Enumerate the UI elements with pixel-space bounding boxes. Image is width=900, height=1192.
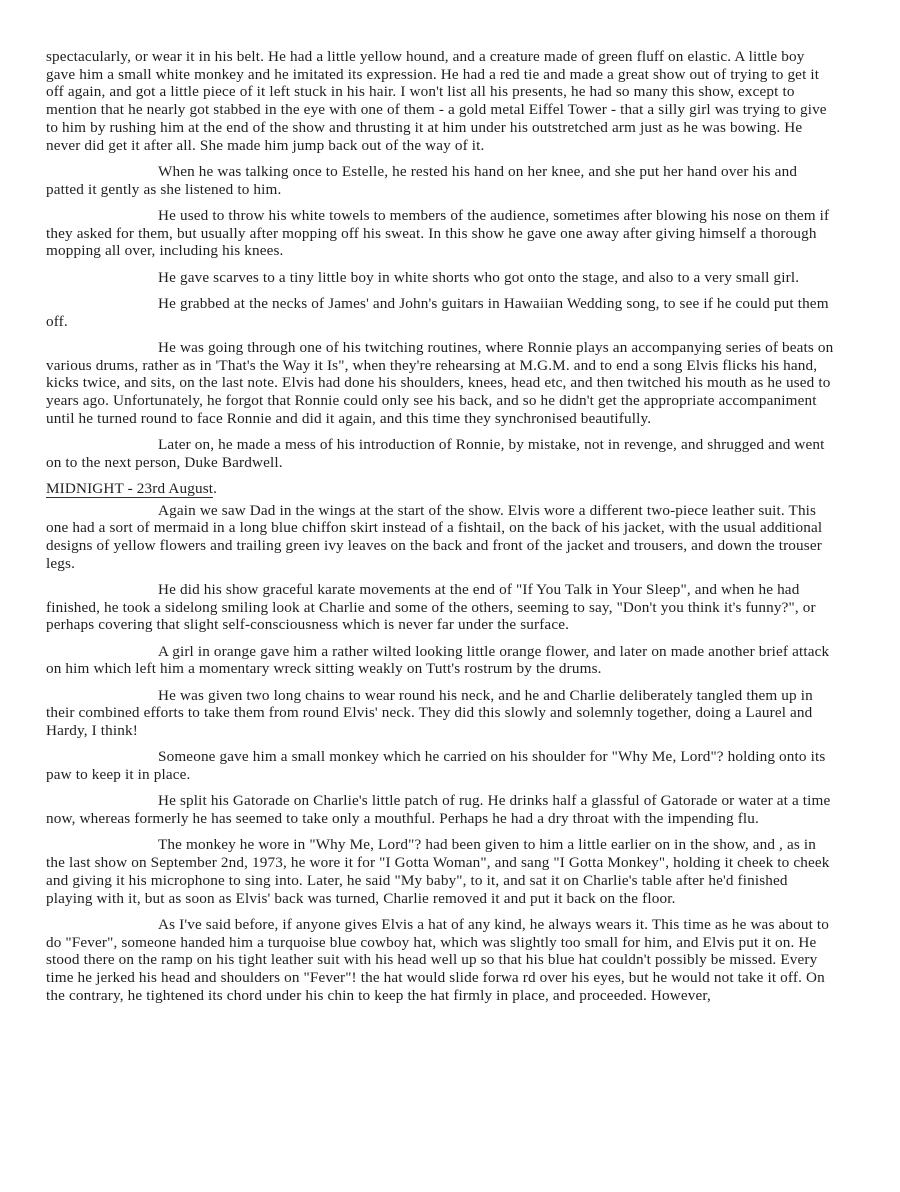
paragraph: He split his Gatorade on Charlie's little patch of rug. He drinks half a glassful of Gatorade or water at a time now, whereas formerly he has seemed to take only a mouthful. Perhaps he had a dry throat with the impending flu. bbox=[46, 792, 831, 828]
document-body bbox=[46, 48, 836, 1013]
paragraph: He did his show graceful karate movements at the end of "If You Talk in Your Sleep", and when he had finished, he took a sidelong smiling look at Charlie and some of the others, seeming to say, "Don't you think it's funny?", or perhaps covering that slight self-consciousness which is never far under the surface. bbox=[46, 581, 816, 634]
paragraph: He gave scarves to a tiny little boy in white shorts who got onto the stage, and also to a very small girl. bbox=[158, 268, 800, 286]
paragraph: Later on, he made a mess of his introduction of Ronnie, by mistake, not in revenge, and shrugged and went on to the next person, Duke Bardwell. bbox=[46, 435, 825, 471]
paragraph: spectacularly, or wear it in his belt. He had a little yellow hound, and a creature made of green fluff on elastic. A little boy gave him a small white monkey and he imitated its expression. He had a red tie and made a great show out of trying to get it off again, and got a little piece of it left stuck in his hair. I won't list all his presents, he had so many this show, except to mention that he nearly got stabbed in the eye with one of them - a gold metal Eiffel Tower - that a silly girl was trying to give to him by rushing him at the end of the show and thrusting it at him under his outstretched arm just as he was bowing. He never did get it after all. She made him jump back out of the way of it. bbox=[46, 48, 827, 154]
paragraph: He was going through one of his twitching routines, where Ronnie plays an accompanying series of beats on various drums, rather as in 'That's the Way it Is", when they're rehearsing at M.G.M. and to end a song Elvis flicks his hand, kicks twice, and sits, on the last note. Elvis had done his shoulders, knees, head etc, and then twitched his mouth as he used to years ago. Unfortunately, he forgot that Ronnie could only see his back, and so he didn't get the appropriate accompaniment until he turned round to face Ronnie and did it again, and this time they synchronised beautifully. bbox=[46, 338, 834, 427]
paragraph: He used to throw his white towels to members of the audience, sometimes after blowing his nose on them if they asked for them, but usually after mopping off his sweat. In this show he gave one away after giving himself a thorough mopping all over, including his knees. bbox=[46, 206, 830, 260]
paragraph: He grabbed at the necks of James' and John's guitars in Hawaiian Wedding song, to see if he could put them off. bbox=[46, 294, 829, 330]
paragraph: A girl in orange gave him a rather wilted looking little orange flower, and later on made another brief attack on him which left him a momentary wreck sitting weakly on Tutt's rostrum by the drums. bbox=[46, 642, 830, 678]
section-heading-text: MIDNIGHT - 23rd August bbox=[46, 479, 214, 497]
paragraph: The monkey he wore in "Why Me, Lord"? had been given to him a little earlier on in the show, and , as in the last show on September 2nd, 1973, he wore it for "I Gotta Woman", and sang "I Gotta Monkey", holding it cheek to cheek and giving it his microphone to sing into. Later, he said "My baby", to it, and sat it on Charlie's table after he'd finished playing with it, but as soon as Elvis' back was turned, Charlie removed it and put it back on the floor. bbox=[46, 836, 830, 907]
section-heading-period: . bbox=[213, 479, 218, 497]
section-heading bbox=[46, 480, 836, 498]
paragraph: When he was talking once to Estelle, he rested his hand on her knee, and she put her hand over his and patted it gently as she listened to him. bbox=[46, 162, 798, 198]
paragraph: As I've said before, if anyone gives Elvis a hat of any kind, he always wears it. This time as he was about to do "Fever", someone handed him a turquoise blue cowboy hat, which was slightly too small for him, and Elvis put it on. He stood there on the ramp on his tight leather suit with his head well up so that his blue hat couldn't possibly be missed. Every time he jerked his head and shoulders on "Fever"! the hat would slide forwa rd over his eyes, but he would not take it off. On the contrary, he tightened its chord under his chin to keep the hat firmly in place, and proceeded. However, bbox=[46, 915, 830, 1004]
paragraph: Again we saw Dad in the wings at the start of the show. Elvis wore a different two-piece leather suit. This one had a sort of mermaid in a long blue chiffon skirt instead of a fishtail, on the back of his jacket, with the usual additional designs of yellow flowers and trailing green ivy leaves on the back and front of the jacket and trousers, and down the trouser legs. bbox=[46, 501, 823, 572]
paragraph: Someone gave him a small monkey which he carried on his shoulder for "Why Me, Lord"? holding onto its paw to keep it in place. bbox=[46, 748, 826, 784]
paragraph: He was given two long chains to wear round his neck, and he and Charlie deliberately tangled them up in their combined efforts to take them from round Elvis' neck. They did this slowly and solemnly together, doing a Laurel and Hardy, I think! bbox=[46, 686, 813, 740]
